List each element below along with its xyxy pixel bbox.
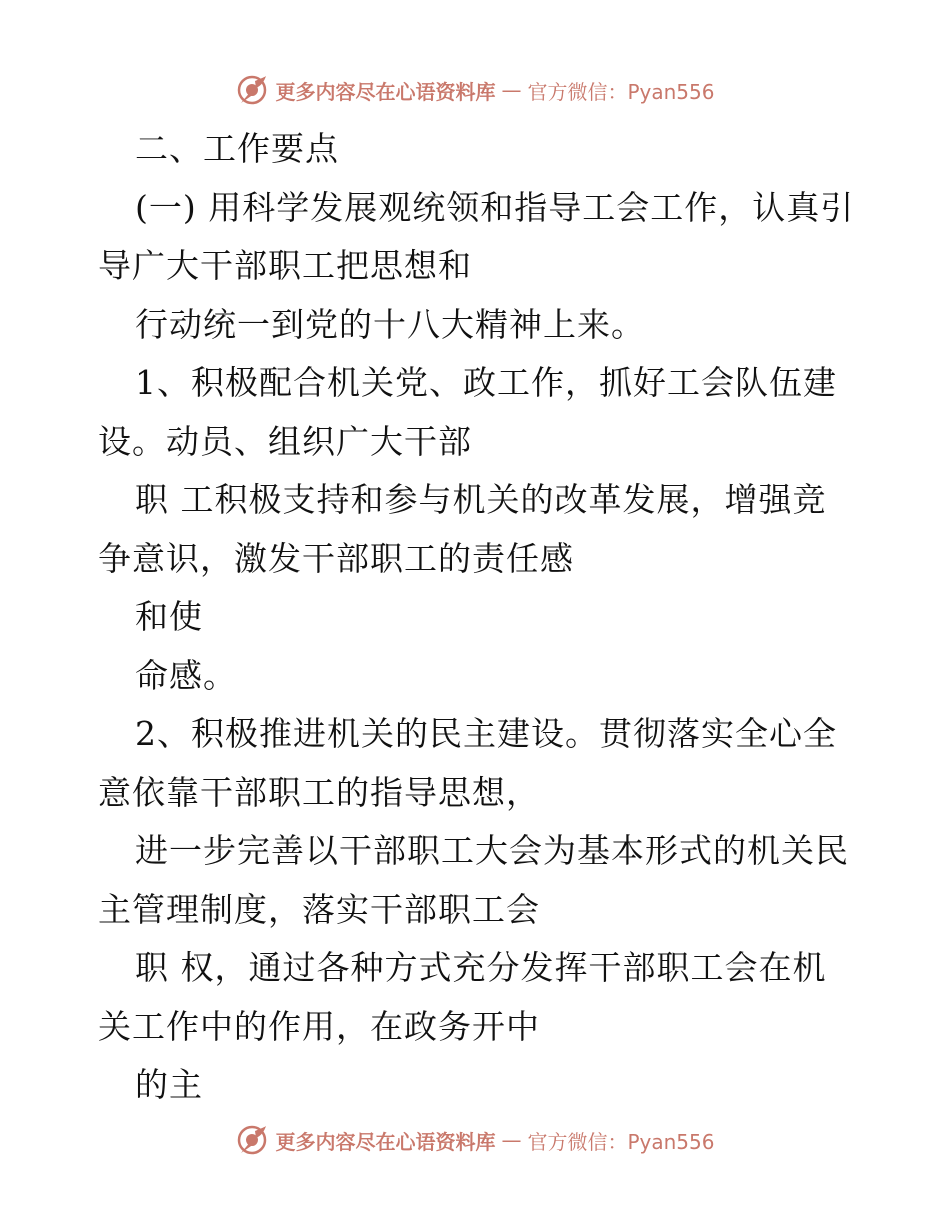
paragraph-line: 和使 [135,597,203,636]
header-watermark-banner [0,70,950,110]
banner-wechat: 官方微信：Pyan556 [527,1129,715,1154]
paragraph-line: 意依靠干部职工的指导思想， [98,772,540,812]
paragraph-line: 设。动员、组织广大干部 [98,421,472,461]
banner-title: 更多内容尽在心语资料库 [275,1129,496,1154]
paragraph-line: (一) 用科学发展观统领和指导工会工作，认真引 [135,187,855,227]
paragraph-line: 主管理制度，落实干部职工会 [98,889,540,929]
quill-pen-logo-icon [235,1123,269,1157]
paragraph-line: 职 权，通过各种方式充分发挥干部职工会在机 [135,948,827,987]
footer-watermark-banner [0,1120,950,1160]
banner-separator: — [501,78,522,102]
section-heading: 二、工作要点 [135,129,339,168]
quill-pen-logo-icon [235,73,269,107]
paragraph-line: 命感。 [135,655,237,695]
banner-wechat: 官方微信：Pyan556 [527,79,715,104]
banner-separator: — [501,1128,522,1152]
paragraph-line: 1、积极配合机关党、政工作，抓好工会队伍建 [135,363,837,402]
document-body [98,120,858,1115]
paragraph-line: 导广大干部职工把思想和 [98,246,472,285]
paragraph-line: 行动统一到党的十八大精神上来。 [135,304,645,344]
paragraph-line: 争意识，激发干部职工的责任感 [98,538,574,578]
paragraph-line: 关工作中的作用，在政务开中 [98,1006,540,1046]
paragraph-line: 职 工积极支持和参与机关的改革发展，增强竞 [135,480,827,519]
paragraph-line: 2、积极推进机关的民主建设。贯彻落实全心全 [135,714,837,753]
paragraph-line: 进一步完善以干部职工大会为基本形式的机关民 [135,831,849,870]
banner-title: 更多内容尽在心语资料库 [275,79,496,104]
paragraph-line: 的主 [135,1065,203,1104]
